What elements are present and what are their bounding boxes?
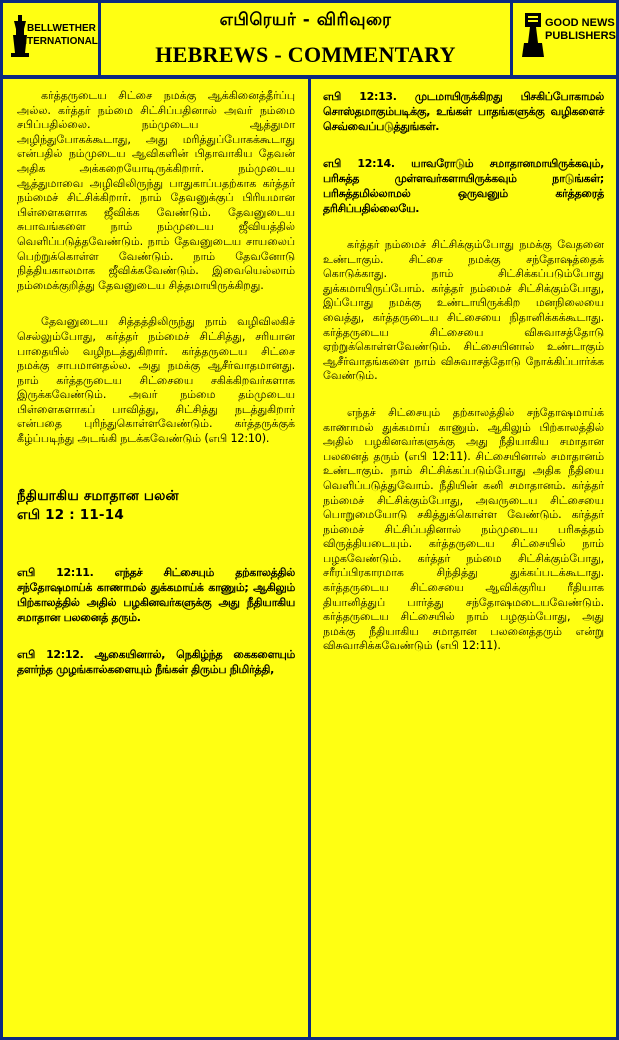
section-reference: எபி 12 : 11-14 xyxy=(17,506,124,523)
right-column xyxy=(311,79,616,1037)
logo-right-line2: PUBLISHERS xyxy=(545,30,616,42)
commentary-paragraph: கர்த்தர் நம்மைச் சிட்சிக்கும்போது நமக்கு வேதனை உண்டாகும். சிட்சை நமக்கு சந்தோஷத்தைக் கொடுக்காது. நாம் சிட்சிக்கப்படும்போது துக்கமாயிருப்போம். கர்த்தர் நம்மைச் சிட்சிக்கும்போது, இப்போது நமக்கு உண்டாயிருக்கிற மனநிலையை வைத்து, கர்த்தருடைய சிட்சையை நிதானிக்கக்கூடாது. கர்த்தருடைய சிட்சையை விசுவாசத்தோடு ஏற்றுக்கொள்ளவேண்டும். சிட்சையினால் உண்டாகும் ஆசீர்வாதங்களை நாம் விசுவாசத்தோடு நோக்கிப்பார்க்க வேண்டும். xyxy=(323,238,604,383)
bellwether-logo xyxy=(3,3,98,75)
good-news-logo-text xyxy=(545,17,616,43)
title-tamil: எபிரெயர் - விரிவுரை xyxy=(219,10,392,30)
verse-text: எபி 12:11. எந்தச் சிட்சையும் தற்காலத்தில் சந்தோஷமாய்க் காணாமல் துக்கமாய்க் காணும்; ஆகிலும் பிற்காலத்தில் அதில் பழகினவர்களுக்கு அது நீதியாகிய சமாதான பலனைத் தரும். xyxy=(17,565,295,624)
bellwether-logo-text xyxy=(17,22,98,48)
logo-right-line1: GOOD NEWS xyxy=(545,17,615,29)
logo-left-line1: BELLWETHER xyxy=(27,23,96,34)
commentary-paragraph: எந்தச் சிட்சையும் தற்காலத்தில் சந்தோஷமாய்க் காணாமல் துக்கமாய் காணும். ஆகிலும் பிற்காலத்தில் அதில் பழகினவர்களுக்கு அது நீதியாகிய சமாதான பலனைத் தரும் (எபி 12:11). சிட்சையினால் சமாதானம் உண்டாகும். நாம் சிட்சிக்கப்படும்போது அதிக நீதியை வெளிப்படுத்துவோம். நீதியின் கனி சமாதானம். கர்த்தர் நம்மைச் சிட்சிக்கும்போது, அவருடைய சிட்சையை பொறுமையோடு சகித்துக்கொள்ள வேண்டும். கர்த்தர் நம்மைச் சிட்சிப்பதினால் நம்முடைய பரிசுத்தம் விருத்தியடையும். கர்த்தருடைய சிட்சையில் நாம் பழகவேண்டும். கர்த்தர் நம்மை சிட்சிக்கும்போது, சரீரப்பிரகாரமாக சிந்தித்து துக்கப்படக்கூடாது. கர்த்தருடைய சிட்சையை ஆவிக்குரிய ரீதியாக தியானித்துப் பார்த்து சந்தோஷமடையவேண்டும். கர்த்தருடைய சிட்சையில் நாம் பழகும்போது, அது நமக்கு நீதியாகிய சமாதான பலனைத்தரும் என்று விசுவாசிக்கவேண்டும் (எபி 12:11). xyxy=(323,405,604,653)
commentary-paragraph: கர்த்தருடைய சிட்சை நமக்கு ஆக்கினைத்தீர்ப்பு அல்ல. கர்த்தர் நம்மை சிட்சிப்பதினால் அவர் நம்மை சபிப்பதில்லை. நம்முடைய ஆத்துமா அழிந்துபோகக்கூடாது, அது மரித்துப்போகக்கூடாது என்பதில் நம்முடைய ஆவிகளின் பிதாவாகிய தேவன் அதிக அக்கறையோடிருக்கிறார். நம்முடைய ஆத்துமாவை அழிவிலிருந்து பாதுகாப்பதற்காக கர்த்தர் நம்மைச் சிட்சிக்கிறார். நாம் தேவனுக்குப் பிரியமான பிள்ளைகளாக ஜீவிக்க வேண்டும். தேவனுடைய சுபாவங்களை நாம் நம்முடைய ஜீவியத்தில் வெளிப்படுத்தவேண்டும். நாம் தேவனுடைய சாயலைப் பெற்றுக்கொள்ள வேண்டும். நாம் தேவனோடு நித்தியகாலமாக ஜீவிக்கவேண்டும். இவையெல்லாம் நம்மைக்குறித்து தேவனுடைய சித்தமாயிருக்கிறது. xyxy=(17,89,295,292)
verse-text: எபி 12:12. ஆகையினால், நெகிழ்ந்த கைகளையும் தளர்ந்த முழங்கால்களையும் நீங்கள் திரும்ப நிமிர்த்தி, xyxy=(17,647,295,676)
title-banner xyxy=(101,3,510,75)
logo-left-line2: INTERNATIONAL xyxy=(17,36,98,47)
section-heading: நீதியாகிய சமாதான பலன் xyxy=(17,487,179,504)
verse-text: எபி 12:14. யாவரோடும் சமாதானமாயிருக்கவும், பரிசுத்த முள்ளவர்களாயிருக்கவும் நாடுங்கள்; பரிசுத்தமில்லாமல் ஒருவனும் கர்த்தரைத் தரிசிப்பதில்லையே. xyxy=(323,157,604,215)
commentary-paragraph: தேவனுடைய சித்தத்திலிருந்து நாம் வழிவிலகிச் செல்லும்போது, கர்த்தர் நம்மைச் சிட்சித்து, சரியான பாதையில் வழிநடத்துகிறார். கர்த்தருடைய சிட்சை நமக்கு சாபமானதல்ல. அது நமக்கு ஆசீர்வாதமானது. நாம் கர்த்தருடைய சிட்சையை சகிக்கிறவர்களாக இருக்கவேண்டும். அவர் நம்மை தம்முடைய பிள்ளைகளாகப் பாவித்து, சிட்சித்து நடத்துகிறார் என்பதை புரிந்துகொள்ளவேண்டும். கர்த்தருக்குக் கீழ்ப்படிந்து அடங்கி நடக்கவேண்டும் (எபி 12:10). xyxy=(17,315,295,446)
verse-text: எபி 12:13. முடமாயிருக்கிறது பிசகிப்போகாமல் சொஸ்தமாகும்படிக்கு, உங்கள் பாதங்களுக்கு வழிகளைச் செவ்வைப்படுத்துங்கள். xyxy=(323,90,604,133)
title-english: HEBREWS - COMMENTARY xyxy=(155,42,456,67)
good-news-logo xyxy=(513,3,616,75)
left-column xyxy=(3,79,308,1037)
book-hand-icon xyxy=(522,13,544,59)
